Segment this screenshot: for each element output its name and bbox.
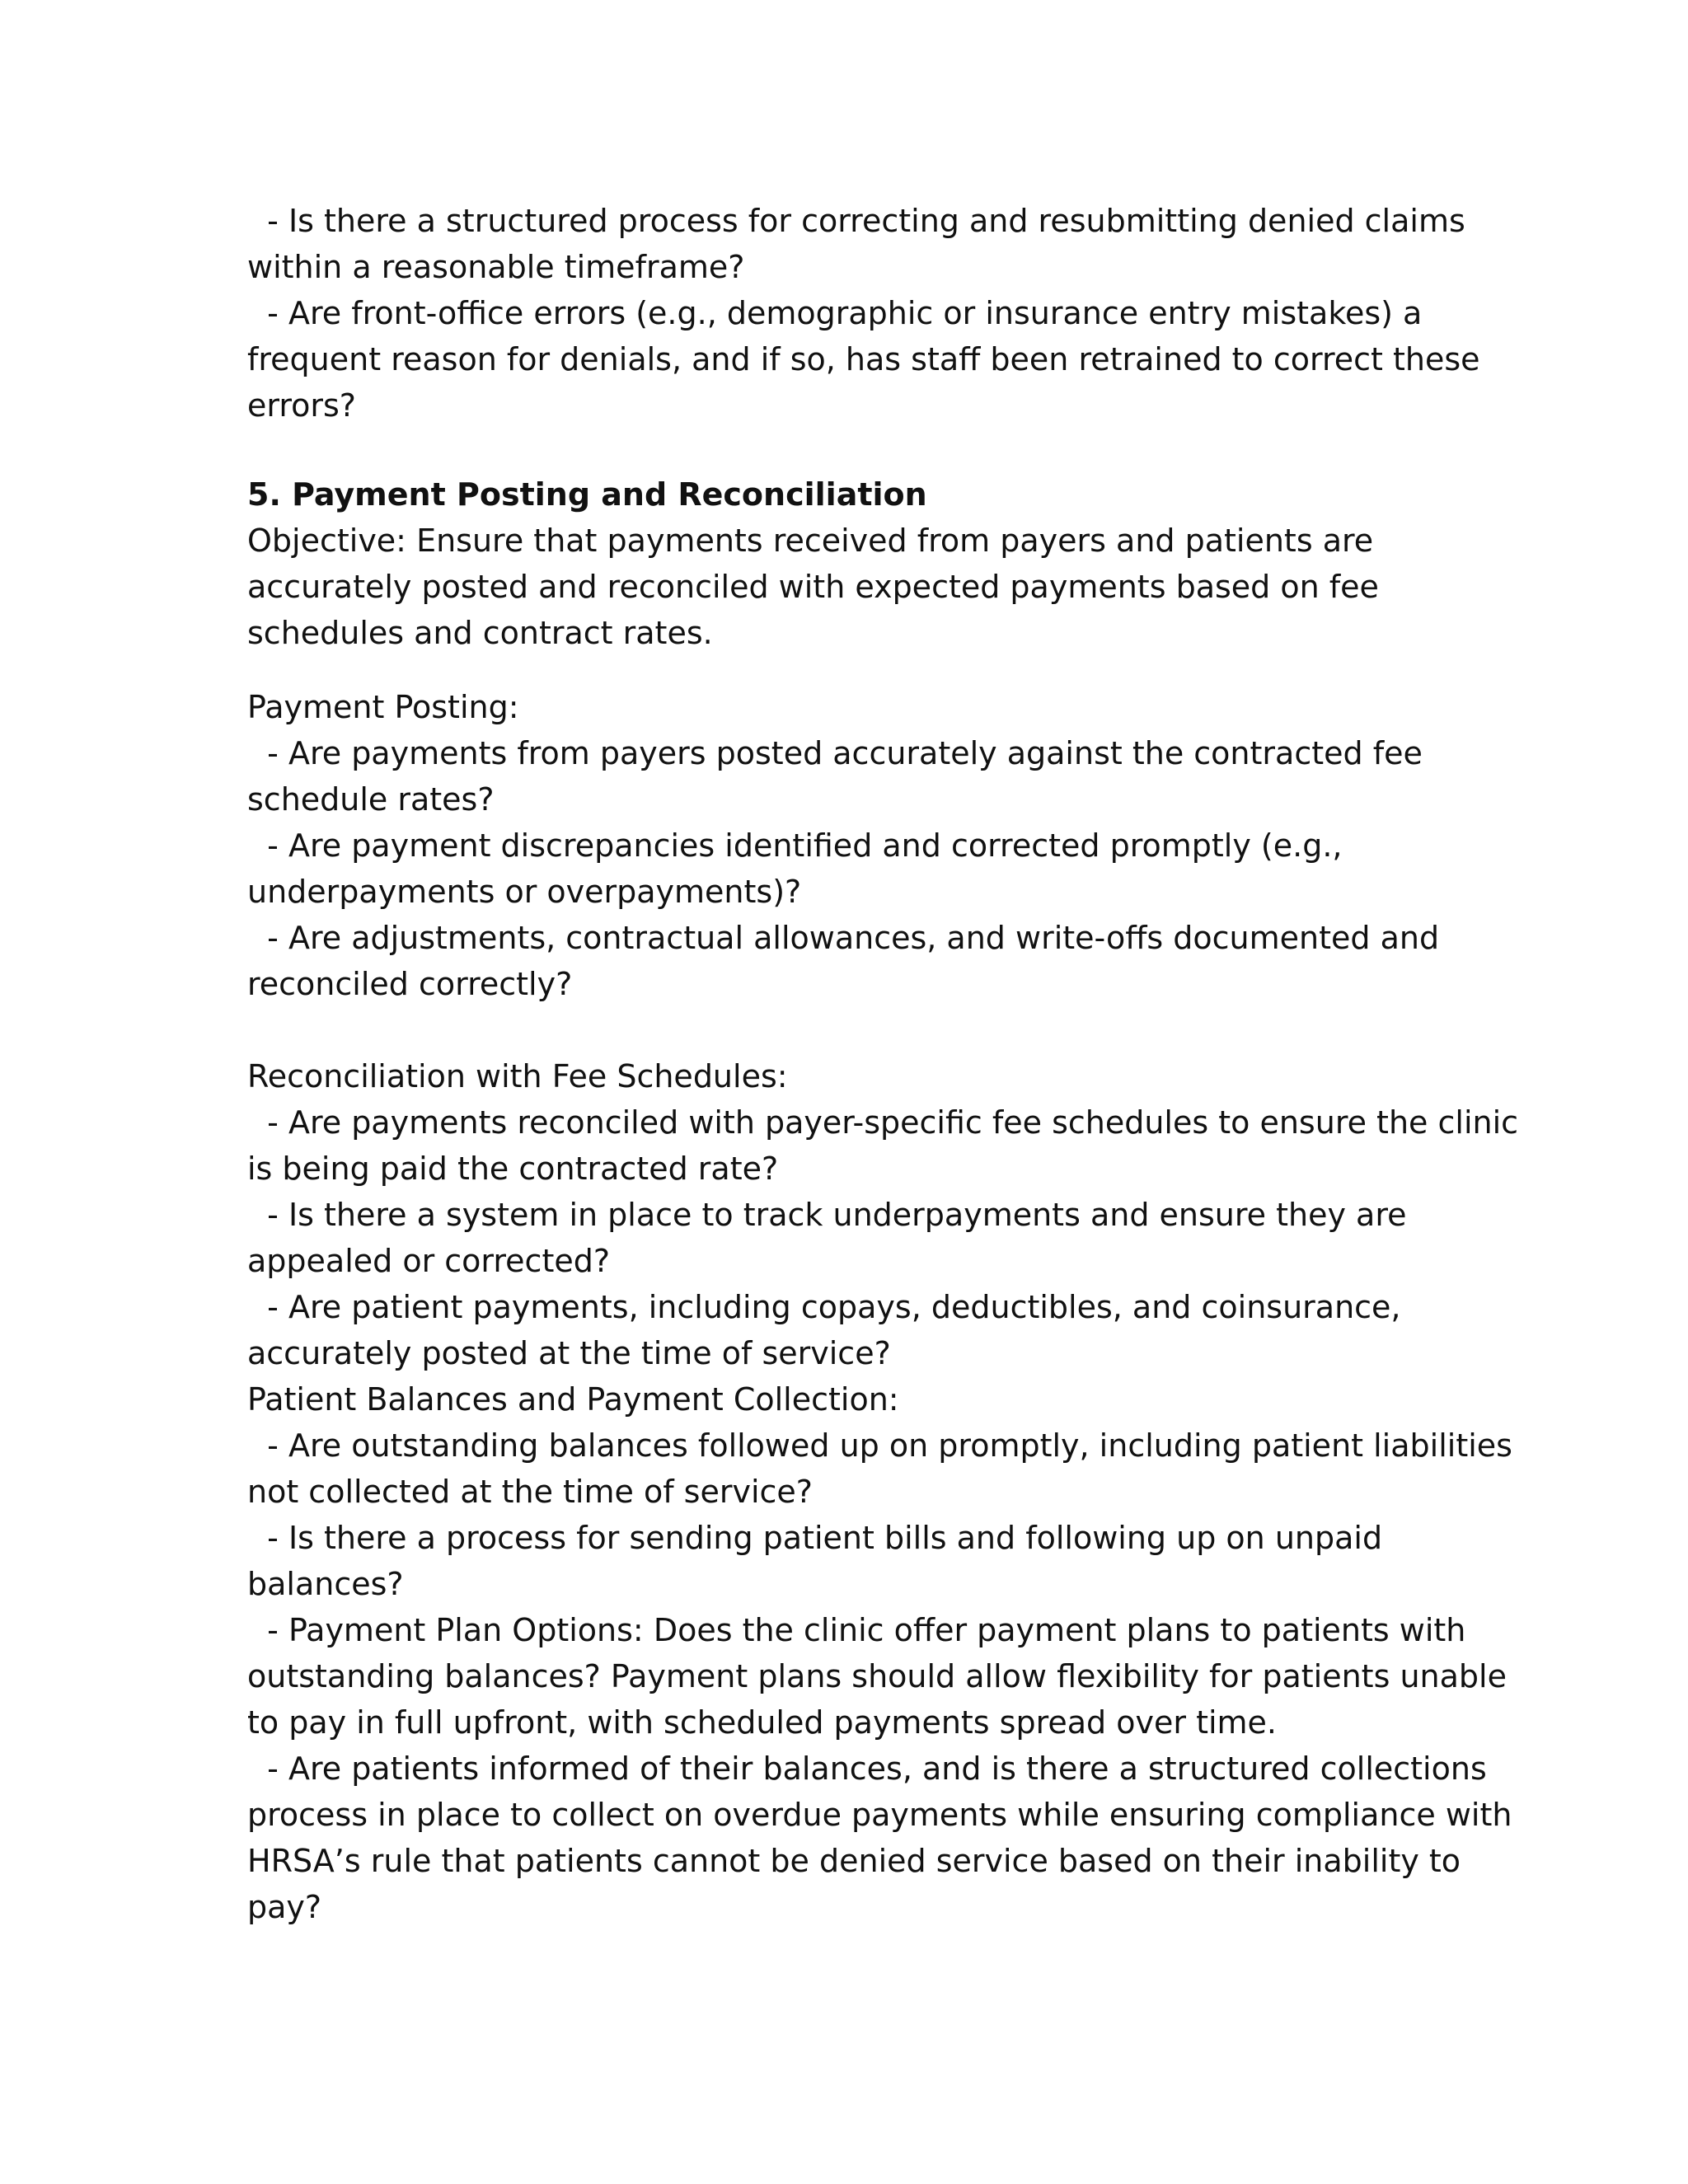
- spacer: [247, 429, 1451, 471]
- section-heading: 5. Payment Posting and Reconciliation: [247, 476, 927, 513]
- text-line: - Are patient payments, including copays, deductibles, and coinsurance,: [247, 1289, 1401, 1325]
- objective-line: accurately posted and reconciled with expected payments based on fee: [247, 569, 1379, 605]
- text-line: process in place to collect on overdue payments while ensuring compliance with: [247, 1797, 1512, 1833]
- text-line: to pay in full upfront, with scheduled payments spread over time.: [247, 1704, 1278, 1741]
- text-line: frequent reason for denials, and if so, has staff been retrained to correct these: [247, 341, 1480, 377]
- text-line: - Are front-office errors (e.g., demographic or insurance entry mistakes) a: [247, 295, 1423, 331]
- text-line: - Is there a system in place to track underpayments and ensure they are: [247, 1197, 1407, 1233]
- subsection-title: Patient Balances and Payment Collection:: [247, 1381, 899, 1418]
- text-line: - Are patients informed of their balances, and is there a structured collections: [247, 1750, 1487, 1787]
- text-line: - Are payment discrepancies identified and corrected promptly (e.g.,: [247, 827, 1343, 864]
- document-page: [247, 198, 1519, 1930]
- text-line: reconciled correctly?: [247, 966, 573, 1002]
- subsection-title: Reconciliation with Fee Schedules:: [247, 1058, 788, 1094]
- reconciliation-block: [247, 1053, 1519, 1376]
- text-line: - Are adjustments, contractual allowances, and write-offs documented and: [247, 920, 1440, 956]
- spacer: [247, 1007, 1451, 1053]
- text-line: errors?: [247, 387, 356, 424]
- section-5: [247, 471, 1519, 1930]
- objective-line: schedules and contract rates.: [247, 615, 713, 651]
- text-line: accurately posted at the time of service?: [247, 1335, 891, 1371]
- patient-balances-block: [247, 1376, 1512, 1930]
- subsection-title: Payment Posting:: [247, 689, 519, 725]
- text-line: appealed or corrected?: [247, 1243, 611, 1279]
- payment-posting-block: [247, 684, 1451, 1007]
- text-line: - Is there a process for sending patient bills and following up on unpaid: [247, 1520, 1383, 1556]
- text-line: is being paid the contracted rate?: [247, 1151, 779, 1187]
- text-line: pay?: [247, 1889, 322, 1925]
- text-line: not collected at the time of service?: [247, 1474, 813, 1510]
- text-line: - Are payments reconciled with payer-specific fee schedules to ensure the clinic: [247, 1104, 1519, 1141]
- text-line: within a reasonable timeframe?: [247, 249, 745, 285]
- intro-block: [247, 198, 1480, 429]
- text-line: schedule rates?: [247, 781, 495, 818]
- spacer: [247, 656, 1451, 684]
- objective-line: Objective: Ensure that payments received from payers and patients are: [247, 523, 1374, 559]
- text-line: outstanding balances? Payment plans should allow flexibility for patients unable: [247, 1658, 1507, 1694]
- text-line: HRSA’s rule that patients cannot be denied service based on their inability to: [247, 1843, 1461, 1879]
- text-line: - Are outstanding balances followed up on promptly, including patient liabilities: [247, 1427, 1512, 1464]
- text-line: balances?: [247, 1566, 404, 1602]
- text-line: underpayments or overpayments)?: [247, 874, 802, 910]
- text-line: - Is there a structured process for correcting and resubmitting denied claims: [247, 203, 1465, 239]
- text-line: - Payment Plan Options: Does the clinic offer payment plans to patients with: [247, 1612, 1466, 1648]
- text-line: - Are payments from payers posted accurately against the contracted fee: [247, 735, 1423, 771]
